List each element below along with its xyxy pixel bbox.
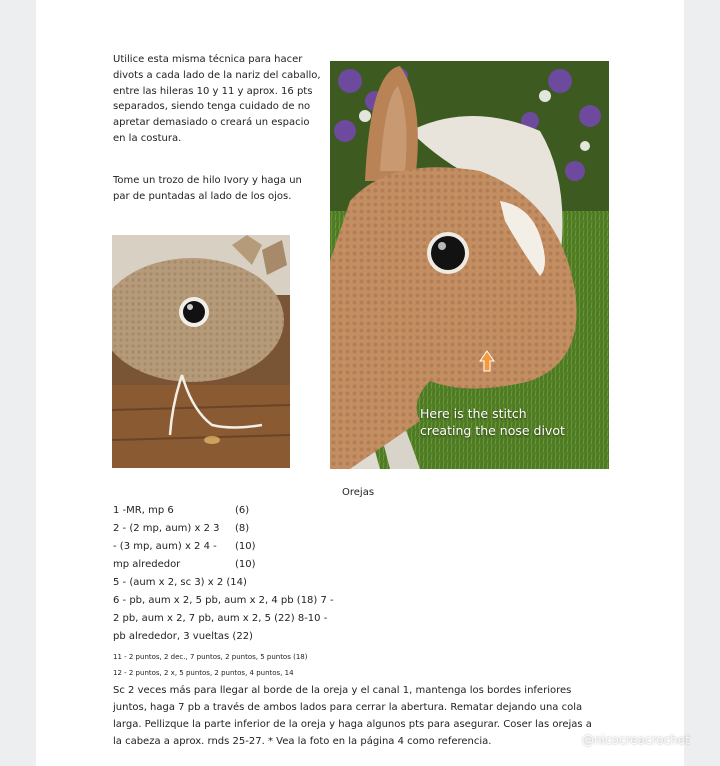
document-page [36,0,690,766]
row-count: (6) [235,505,250,516]
row-step: - (3 mp, aum) x 2 4 - [113,541,217,552]
pattern-row [113,577,334,595]
row-count: (10) [235,559,256,570]
pattern-row [113,559,334,577]
pattern-row [113,523,334,541]
pattern-rows [113,505,334,681]
caption-line-1: Here is the stitch [420,406,527,421]
section-title: Orejas [342,487,375,498]
row-step: 5 - (aum x 2, sc 3) x 2 (14) [113,577,247,588]
pattern-row-small: 11 - 2 puntos, 2 dec., 7 puntos, 2 puntos, 5 puntos (18) [113,653,308,661]
horse-head-illustration [112,235,290,468]
row-count: (8) [235,523,250,534]
row-count: (10) [235,541,256,552]
horse-head-photo-right [330,61,609,469]
pattern-row [113,613,334,631]
row-step: pb alrededor, 3 vueltas (22) [113,631,253,642]
intro-paragraph-1: Utilice esta misma técnica para hacer divots a cada lado de la nariz del caballo, entre las hileras 10 y 11 y aprox. 16 pts separados, siendo tenga cuidado de no apretar demasiado o creará un espacio en la costura. [113,54,321,144]
pattern-row [113,541,334,559]
pattern-row [113,505,334,523]
row-step: 6 - pb, aum x 2, 5 pb, aum x 2, 4 pb (18) 7 - [113,595,334,606]
pattern-row-small: 12 - 2 puntos, 2 x, 5 puntos, 2 puntos, 4 puntos, 14 [113,669,294,677]
caption-line-2: creating the nose divot [420,423,565,438]
instructions-paragraph: Sc 2 veces más para llegar al borde de la oreja y el canal 1, mantenga los bordes inferiores juntos, haga 7 pb a través de ambos lados para cerrar la abertura. Rematar dejando una cola larga. Pellizque la parte inferior de la oreja y haga algunos pts para asegurar. Coser las orejas a la cabeza a aprox. rnds 25-27. * Vea la foto en la página 4 como referencia. [113,685,592,747]
horse-head-photo-left [112,235,290,468]
row-step: 1 -MR, mp 6 [113,505,174,516]
row-step: 2 - (2 mp, aum) x 2 3 [113,523,220,534]
pattern-row [113,595,334,613]
photo-caption [420,405,565,439]
pattern-row [113,631,334,649]
watermark [566,733,690,747]
row-step: mp alrededor [113,559,181,570]
watermark-text: @nicocreacrochet [582,733,690,747]
intro-paragraph-2: Tome un trozo de hilo Ivory y haga un par de puntadas al lado de los ojos. [113,175,302,202]
row-step: 2 pb, aum x 2, 7 pb, aum x 2, 5 (22) 8-10 - [113,613,328,624]
instagram-icon [566,733,578,745]
